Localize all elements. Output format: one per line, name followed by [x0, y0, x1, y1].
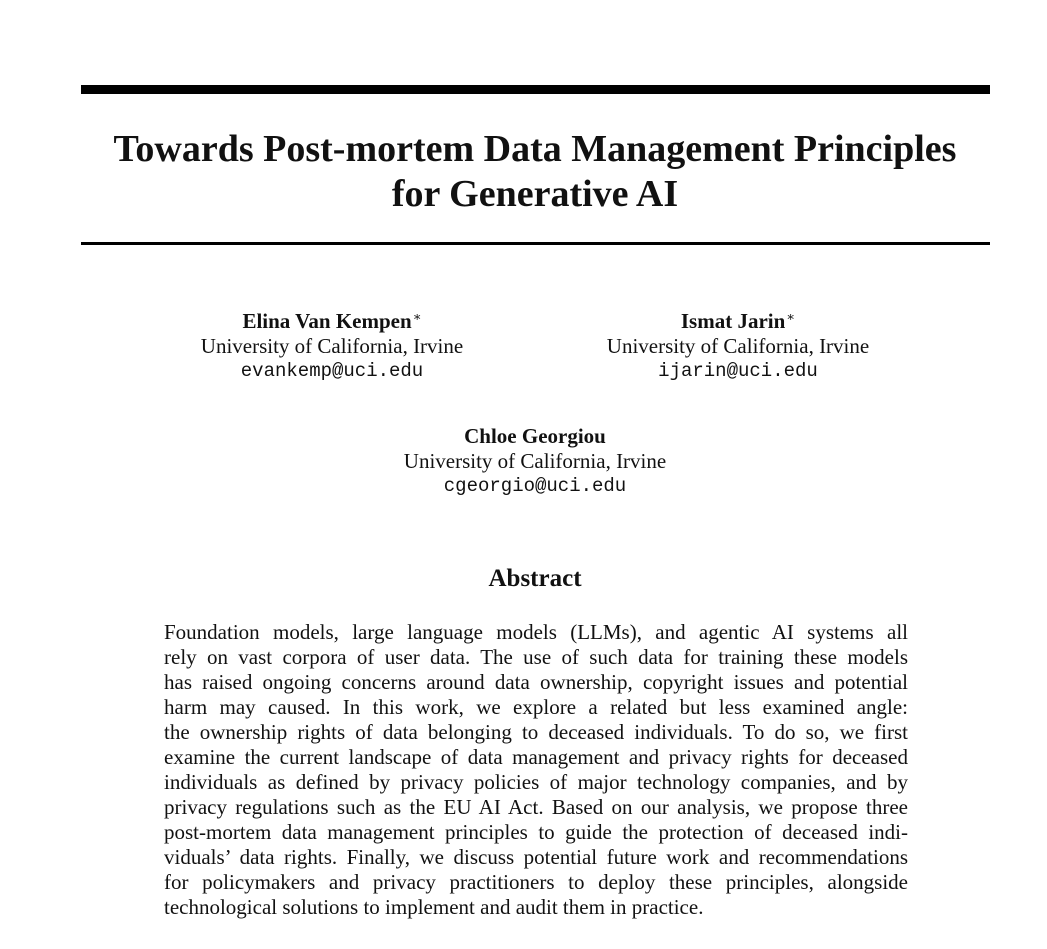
author-block-van-kempen — [152, 309, 512, 384]
equal-contribution-marker: ∗ — [412, 309, 422, 324]
author-affiliation: University of California, Irvine — [200, 334, 464, 358]
paper-title-line-1: Towards Post-mortem Data Management Principles — [113, 128, 957, 170]
author-email[interactable]: cgeorgio@uci.edu — [443, 475, 627, 497]
abstract-heading: Abstract — [488, 565, 582, 592]
abstract-line: post-mortem data management principles to guide the protection of deceased indi- — [164, 820, 908, 844]
title-top-rule — [81, 85, 990, 94]
author-affiliation: University of California, Irvine — [403, 449, 667, 473]
author-block-georgiou — [355, 424, 715, 499]
paper-title — [60, 127, 1010, 217]
abstract-body — [164, 620, 908, 920]
author-name — [152, 309, 512, 334]
abstract-line: has raised ongoing concerns around data ownership, copyright issues and potential — [164, 670, 908, 694]
author-email[interactable]: ijarin@uci.edu — [658, 360, 818, 382]
author-affiliation: University of California, Irvine — [606, 334, 870, 358]
title-bottom-rule — [81, 242, 990, 245]
abstract-line: rely on vast corpora of user data. The use of such data for training these models — [164, 645, 908, 669]
equal-contribution-marker: ∗ — [786, 309, 796, 324]
abstract-line: viduals’ data rights. Finally, we discuss potential future work and recommendations — [164, 845, 908, 869]
abstract-line: the ownership rights of data belonging to deceased individuals. To do so, we first — [164, 720, 908, 744]
paper-title-line-2: for Generative AI — [391, 173, 679, 215]
abstract-line: Foundation models, large language models (LLMs), and agentic AI systems all — [164, 620, 908, 644]
abstract-line: individuals as defined by privacy policies of major technology companies, and by — [164, 770, 908, 794]
author-name — [558, 309, 918, 334]
abstract-line: privacy regulations such as the EU AI Act. Based on our analysis, we propose three — [164, 795, 908, 819]
author-name-text: Ismat Jarin — [680, 309, 786, 333]
abstract-line: harm may caused. In this work, we explore a related but less examined angle: — [164, 695, 908, 719]
author-name: Chloe Georgiou — [464, 424, 606, 448]
abstract-line: examine the current landscape of data management and privacy rights for deceased — [164, 745, 908, 769]
abstract-line: for policymakers and privacy practitioners to deploy these principles, alongside — [164, 870, 908, 894]
author-name-text: Elina Van Kempen — [242, 309, 412, 333]
author-email[interactable]: evankemp@uci.edu — [240, 360, 424, 382]
abstract-line: technological solutions to implement and audit them in practice. — [164, 895, 704, 919]
author-block-jarin — [558, 309, 918, 384]
